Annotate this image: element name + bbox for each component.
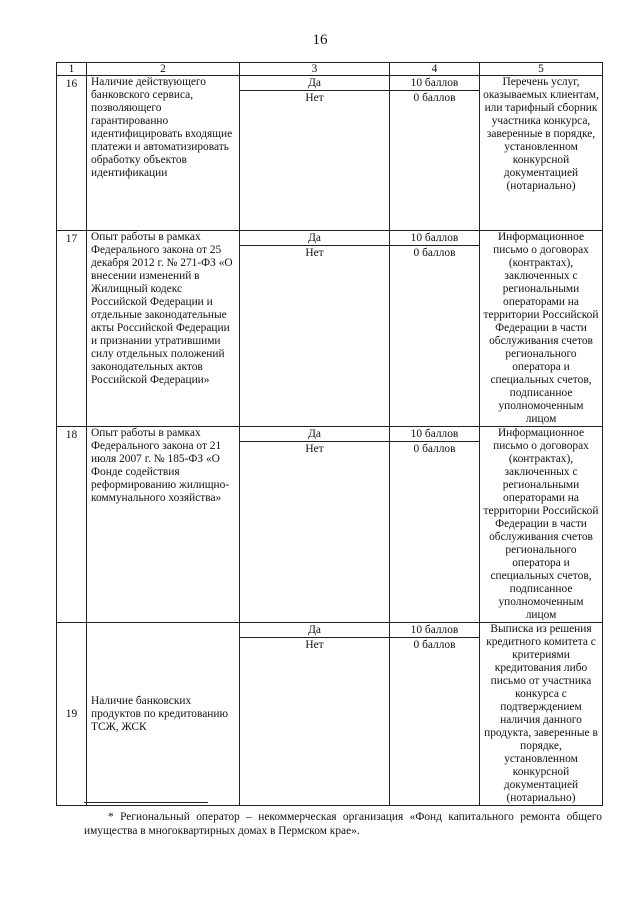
footnote-text: Региональный оператор – некоммерческая организация «Фонд капитального ремонта общего имущества в многоквартирных домах в Пермском крае». [84, 811, 602, 837]
points-cell [390, 76, 480, 231]
answer-cell [240, 231, 390, 427]
column-header: 1 [57, 63, 87, 76]
documents-cell: Перечень услуг, оказываемых клиентам, или тарифный сборник участника конкурса, заверенные в порядке, установленном конкурсной документацией (нотариально) [480, 76, 603, 231]
documents-cell: Информационное письмо о договорах (контрактах), заключенных с региональными операторами на территории Российской Федерации в части обслуживания счетов регионального оператора и специальных счетов, подписанное уполномоченным лицом [480, 231, 603, 427]
answer-cell [240, 427, 390, 623]
points-cell [390, 427, 480, 623]
answer-no: Нет [305, 443, 324, 455]
page-number: 16 [312, 32, 328, 48]
documents-cell: Информационное письмо о договорах (контрактах), заключенных с региональными операторами на территории Российской Федерации в части обслуживания счетов регионального оператора и специальных счетов, подписанное уполномоченным лицом [480, 427, 603, 623]
criterion-cell: Опыт работы в рамках Федерального закона от 25 декабря 2012 г. № 271-ФЗ «О внесении изменений в Жилищный кодекс Российской Федерации и отдельные законодательные акты Российской Федерации и признании утратившими силу отдельных положений законодательных актов Российской Федерации» [87, 231, 240, 427]
table-row [57, 427, 603, 623]
answer-cell [240, 76, 390, 231]
documents-cell: Выписка из решения кредитного комитета с критериями кредитования либо письмо от участника конкурса с подтверждением наличия данного продукта, заверенные в порядке, установленном конкурсной документацией (нотариально) [480, 623, 603, 806]
column-header: 4 [390, 63, 480, 76]
points-yes: 10 баллов [390, 427, 479, 442]
row-number: 17 [57, 231, 87, 427]
table-row [57, 623, 603, 806]
points-cell [390, 231, 480, 427]
points-cell [390, 623, 480, 806]
column-header: 2 [87, 63, 240, 76]
criterion-cell: Опыт работы в рамках Федерального закона от 21 июля 2007 г. № 185-ФЗ «О Фонде содействия реформированию жилищно-коммунального хозяйства» [87, 427, 240, 623]
criteria-table [56, 62, 603, 806]
points-no: 0 баллов [413, 639, 456, 651]
row-number: 16 [57, 76, 87, 231]
answer-yes: Да [240, 623, 389, 638]
criterion-cell: Наличие банковских продуктов по кредитованию ТСЖ, ЖСК [87, 623, 240, 806]
column-number-row [57, 63, 603, 76]
footnote-marker: * [108, 811, 114, 823]
column-header: 5 [480, 63, 603, 76]
points-yes: 10 баллов [390, 623, 479, 638]
points-no: 0 баллов [413, 247, 456, 259]
points-yes: 10 баллов [390, 76, 479, 91]
answer-no: Нет [305, 247, 324, 259]
answer-yes: Да [240, 231, 389, 246]
column-header: 3 [240, 63, 390, 76]
footnote-divider [84, 802, 208, 803]
points-no: 0 баллов [413, 92, 456, 104]
row-number: 18 [57, 427, 87, 623]
table-row [57, 231, 603, 427]
footnote [84, 810, 602, 838]
points-no: 0 баллов [413, 443, 456, 455]
answer-no: Нет [305, 92, 324, 104]
table-row [57, 76, 603, 231]
row-number: 19 [57, 623, 87, 806]
points-yes: 10 баллов [390, 231, 479, 246]
answer-no: Нет [305, 639, 324, 651]
criterion-cell: Наличие действующего банковского сервиса, позволяющего гарантированно идентифицировать входящие платежи и автоматизировать обработку объектов идентификации [87, 76, 240, 231]
answer-cell [240, 623, 390, 806]
answer-yes: Да [240, 427, 389, 442]
answer-yes: Да [240, 76, 389, 91]
